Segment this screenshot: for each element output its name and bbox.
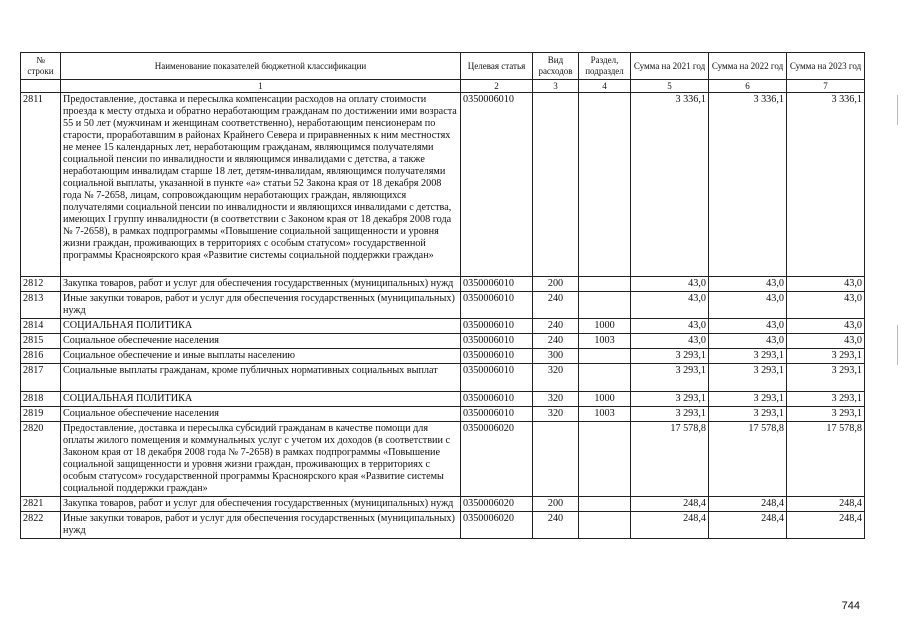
sum-2022-cell: 43,0 [709,319,787,334]
sum-2023-cell: 3 293,1 [787,364,865,392]
expense-type-cell: 320 [533,407,579,422]
sum-2023-cell: 43,0 [787,277,865,292]
target-article-cell: 0350006020 [461,497,533,512]
target-article-cell: 0350006010 [461,334,533,349]
column-number-row [21,80,865,93]
section-cell [579,93,631,277]
target-article-cell: 0350006010 [461,277,533,292]
table-row [21,334,865,349]
header-indicator-name: Наименование показателей бюджетной классификации [61,53,461,80]
sum-2021-cell: 43,0 [631,334,709,349]
budget-table [20,52,865,539]
section-cell: 1003 [579,407,631,422]
sum-2022-cell: 43,0 [709,292,787,319]
sum-2021-cell: 3 293,1 [631,407,709,422]
sum-2022-cell: 17 578,8 [709,422,787,497]
section-cell [579,292,631,319]
expense-type-cell: 240 [533,292,579,319]
row-number-cell: 2821 [21,497,61,512]
row-number-cell: 2818 [21,392,61,407]
header-row-number: № строки [21,53,61,80]
indicator-name-cell: Закупка товаров, работ и услуг для обеспечения государственных (муниципальных) нужд [61,497,461,512]
sum-2023-cell: 3 336,1 [787,93,865,277]
sum-2023-cell: 3 293,1 [787,407,865,422]
sum-2022-cell: 43,0 [709,334,787,349]
sum-2021-cell: 3 336,1 [631,93,709,277]
column-number: 6 [709,80,787,93]
table-row [21,364,865,392]
column-number [21,80,61,93]
indicator-name-cell: Иные закупки товаров, работ и услуг для обеспечения государственных (муниципальных) нужд [61,292,461,319]
header-section: Раздел, подраздел [579,53,631,80]
column-number: 5 [631,80,709,93]
column-number: 3 [533,80,579,93]
sum-2022-cell: 43,0 [709,277,787,292]
target-article-cell: 0350006020 [461,422,533,497]
sum-2021-cell: 3 293,1 [631,364,709,392]
sum-2021-cell: 43,0 [631,292,709,319]
sum-2023-cell: 248,4 [787,497,865,512]
row-number-cell: 2816 [21,349,61,364]
sum-2023-cell: 43,0 [787,319,865,334]
sum-2021-cell: 43,0 [631,277,709,292]
header-sum-2022: Сумма на 2022 год [709,53,787,80]
row-number-cell: 2822 [21,512,61,539]
indicator-name-cell: Социальное обеспечение населения [61,334,461,349]
row-number-cell: 2813 [21,292,61,319]
sum-2022-cell: 3 293,1 [709,407,787,422]
table-row [21,407,865,422]
sum-2022-cell: 3 293,1 [709,349,787,364]
column-number: 2 [461,80,533,93]
sum-2023-cell: 3 293,1 [787,392,865,407]
indicator-name-cell: Иные закупки товаров, работ и услуг для обеспечения государственных (муниципальных) нужд [61,512,461,539]
sum-2021-cell: 17 578,8 [631,422,709,497]
table-row [21,422,865,497]
section-cell [579,364,631,392]
indicator-name-cell: Предоставление, доставка и пересылка субсидий гражданам в качестве помощи для оплаты жилого помещения и коммунальных услуг с учетом их доходов (в соответствии с Законом края от 18 декабря 2008 года № 7-2658) в рамках подпрограммы «Повышение социальной защищенности и уровня жизни граждан, проживающих в территориях с особым статусом» государственной программы Красноярского края «Развитие системы социальной поддержки граждан» [61,422,461,497]
target-article-cell: 0350006010 [461,392,533,407]
column-number: 1 [61,80,461,93]
indicator-name-cell: Социальное обеспечение и иные выплаты населению [61,349,461,364]
target-article-cell: 0350006010 [461,407,533,422]
header-row [21,53,865,80]
target-article-cell: 0350006010 [461,93,533,277]
target-article-cell: 0350006010 [461,364,533,392]
sum-2021-cell: 248,4 [631,512,709,539]
indicator-name-cell: Закупка товаров, работ и услуг для обеспечения государственных (муниципальных) нужд [61,277,461,292]
section-cell [579,422,631,497]
target-article-cell: 0350006010 [461,292,533,319]
sum-2023-cell: 248,4 [787,512,865,539]
expense-type-cell: 240 [533,512,579,539]
indicator-name-cell: СОЦИАЛЬНАЯ ПОЛИТИКА [61,392,461,407]
table-body [21,93,865,539]
header-expense-type: Вид расходов [533,53,579,80]
table-row [21,512,865,539]
sum-2021-cell: 248,4 [631,497,709,512]
section-cell [579,497,631,512]
section-cell: 1000 [579,319,631,334]
expense-type-cell: 320 [533,392,579,407]
sum-2023-cell: 3 293,1 [787,349,865,364]
target-article-cell: 0350006020 [461,512,533,539]
sum-2023-cell: 17 578,8 [787,422,865,497]
row-number-cell: 2817 [21,364,61,392]
sum-2023-cell: 43,0 [787,334,865,349]
sum-2022-cell: 248,4 [709,497,787,512]
section-cell [579,277,631,292]
section-cell: 1000 [579,392,631,407]
scan-edge-mark [897,325,898,365]
sum-2021-cell: 3 293,1 [631,392,709,407]
indicator-name-cell: Социальное обеспечение населения [61,407,461,422]
expense-type-cell: 320 [533,364,579,392]
sum-2022-cell: 3 293,1 [709,364,787,392]
column-number: 4 [579,80,631,93]
column-number: 7 [787,80,865,93]
table-row [21,349,865,364]
table-row [21,392,865,407]
sum-2023-cell: 43,0 [787,292,865,319]
sum-2021-cell: 3 293,1 [631,349,709,364]
sum-2022-cell: 3 293,1 [709,392,787,407]
expense-type-cell [533,93,579,277]
row-number-cell: 2811 [21,93,61,277]
row-number-cell: 2820 [21,422,61,497]
table-row [21,319,865,334]
row-number-cell: 2815 [21,334,61,349]
expense-type-cell: 240 [533,334,579,349]
expense-type-cell [533,422,579,497]
table-row [21,497,865,512]
table-row [21,277,865,292]
row-number-cell: 2814 [21,319,61,334]
table-row [21,93,865,277]
sum-2021-cell: 43,0 [631,319,709,334]
header-sum-2021: Сумма на 2021 год [631,53,709,80]
row-number-cell: 2812 [21,277,61,292]
row-number-cell: 2819 [21,407,61,422]
sum-2022-cell: 248,4 [709,512,787,539]
indicator-name-cell: Социальные выплаты гражданам, кроме публичных нормативных социальных выплат [61,364,461,392]
indicator-name-cell: Предоставление, доставка и пересылка компенсации расходов на оплату стоимости проезда к месту отдыха и обратно неработающим гражданам по достижении ими возраста 55 и 50 лет (мужчинам и женщинам соответственно), неработающим пенсионерам по старости, проработавшим в районах Крайнего Севера и приравненных к ним местностях не менее 15 календарных лет, неработающим гражданам, являющимся получателями социальной пенсии по инвалидности и являющимся инвалидами с детства, а также неработающим инвалидам старше 18 лет, детям-инвалидам, являющимся получателями социальной выплаты, указанной в пункте «а» статьи 52 Закона края от 18 декабря 2008 года № 7-2658, лицам, сопровождающим неработающих граждан, являющихся получателями социальной пенсии по инвалидности и являющихся инвалидами с детства, имеющих I группу инвалидности (в соответствии с Законом края от 18 декабря 2008 года № 7-2658), в рамках подпрограммы «Повышение социальной защищенности и уровня жизни граждан, проживающих в территориях с особым статусом» государственной программы Красноярского края «Развитие системы социальной поддержки граждан» [61,93,461,277]
header-sum-2023: Сумма на 2023 год [787,53,865,80]
table-row [21,292,865,319]
expense-type-cell: 240 [533,319,579,334]
page-number: 744 [841,600,860,612]
indicator-name-cell: СОЦИАЛЬНАЯ ПОЛИТИКА [61,319,461,334]
section-cell [579,512,631,539]
expense-type-cell: 200 [533,497,579,512]
scan-edge-mark [897,95,898,125]
expense-type-cell: 300 [533,349,579,364]
header-target-article: Целевая статья [461,53,533,80]
expense-type-cell: 200 [533,277,579,292]
section-cell: 1003 [579,334,631,349]
sum-2022-cell: 3 336,1 [709,93,787,277]
target-article-cell: 0350006010 [461,349,533,364]
target-article-cell: 0350006010 [461,319,533,334]
section-cell [579,349,631,364]
